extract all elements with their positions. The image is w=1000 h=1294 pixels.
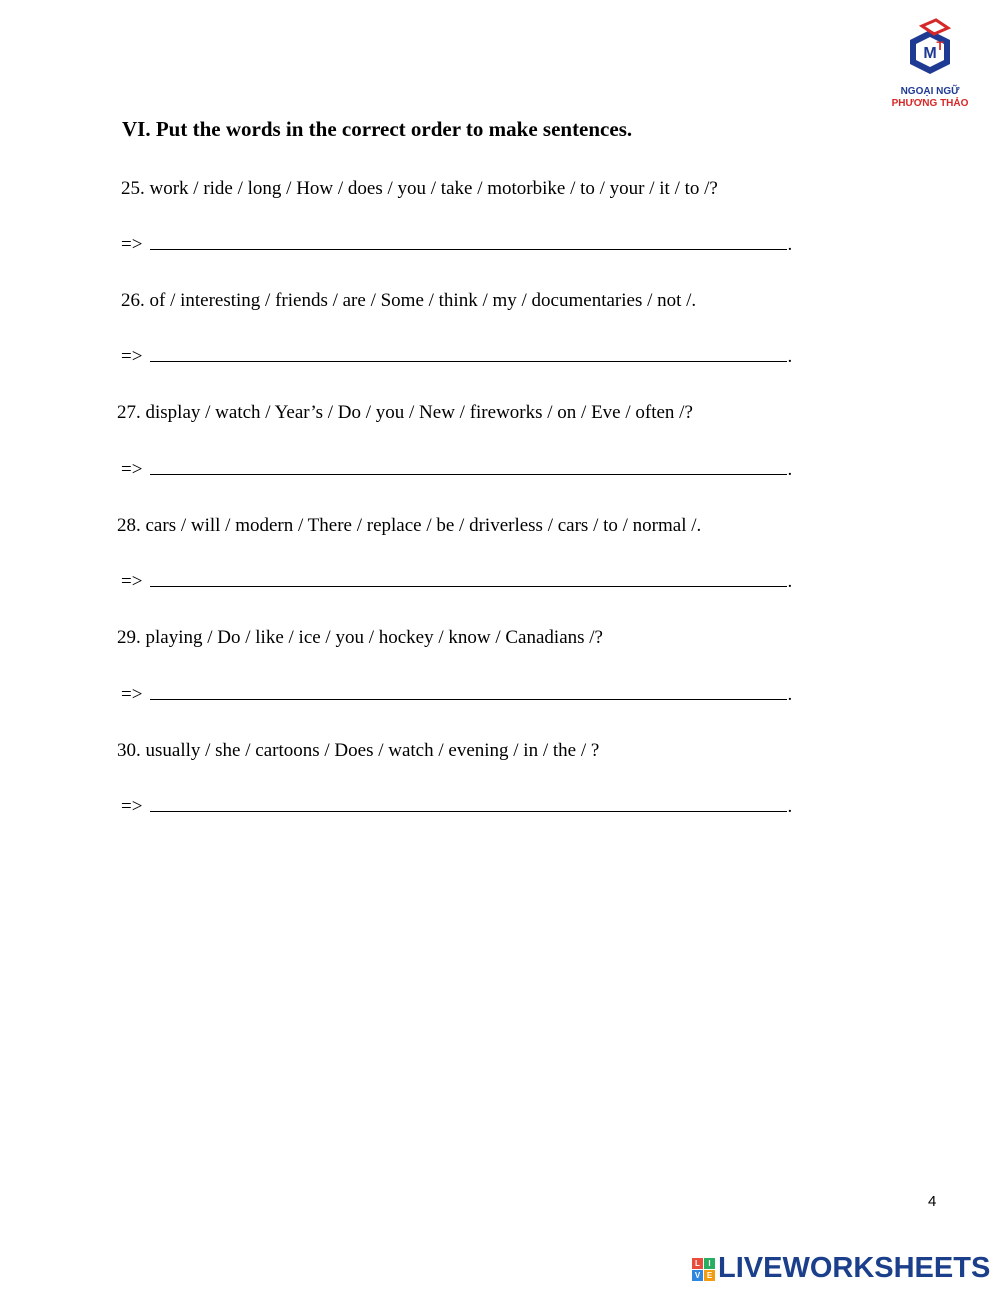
badge-letter: V (692, 1270, 703, 1281)
answer-prompt: => (121, 234, 143, 255)
liveworksheets-brand[interactable]: LIVEWORKSHEETS (718, 1252, 991, 1284)
question-28: 28. cars / will / modern / There / replace / be / driverless / cars / to / normal /. (117, 515, 702, 536)
answer-blank[interactable] (150, 347, 787, 362)
answer-end: . (787, 234, 793, 255)
liveworksheets-badge-icon (692, 1258, 716, 1282)
answer-prompt: => (121, 459, 143, 480)
badge-letter: E (704, 1270, 715, 1281)
answer-prompt: => (121, 571, 143, 592)
svg-text:M: M (923, 45, 937, 62)
badge-letter: L (692, 1258, 703, 1269)
answer-line-25[interactable] (121, 234, 792, 256)
answer-end: . (787, 459, 793, 480)
question-25: 25. work / ride / long / How / does / you / take / motorbike / to / your / it / to /? (121, 178, 718, 199)
answer-line-28[interactable] (121, 571, 792, 593)
answer-end: . (787, 571, 793, 592)
question-29: 29. playing / Do / like / ice / you / hockey / know / Canadians /? (117, 627, 603, 648)
answer-blank[interactable] (150, 460, 787, 475)
answer-line-26[interactable] (121, 346, 792, 368)
answer-blank[interactable] (150, 572, 787, 587)
answer-end: . (787, 346, 793, 367)
answer-line-30[interactable] (121, 796, 792, 818)
answer-blank[interactable] (150, 235, 787, 250)
answer-end: . (787, 684, 793, 705)
answer-line-27[interactable] (121, 459, 792, 481)
section-heading: VI. Put the words in the correct order to make sentences. (122, 117, 633, 141)
answer-line-29[interactable] (121, 684, 792, 706)
answer-prompt: => (121, 346, 143, 367)
logo-line-1: NGOẠI NGỮ (900, 86, 960, 97)
answer-end: . (787, 796, 793, 817)
logo-line-2: PHƯƠNG THẢO (891, 98, 969, 109)
svg-text:T: T (936, 39, 944, 53)
cube-logo-icon (902, 18, 958, 84)
answer-blank[interactable] (150, 685, 787, 700)
page-number: 4 (928, 1193, 937, 1210)
question-26: 26. of / interesting / friends / are / Some / think / my / documentaries / not /. (121, 290, 697, 311)
question-27: 27. display / watch / Year’s / Do / you / New / fireworks / on / Eve / often /? (117, 402, 693, 423)
badge-letter: I (704, 1258, 715, 1269)
school-logo (880, 18, 980, 114)
answer-blank[interactable] (150, 797, 787, 812)
answer-prompt: => (121, 796, 143, 817)
question-30: 30. usually / she / cartoons / Does / watch / evening / in / the / ? (117, 740, 600, 761)
answer-prompt: => (121, 684, 143, 705)
